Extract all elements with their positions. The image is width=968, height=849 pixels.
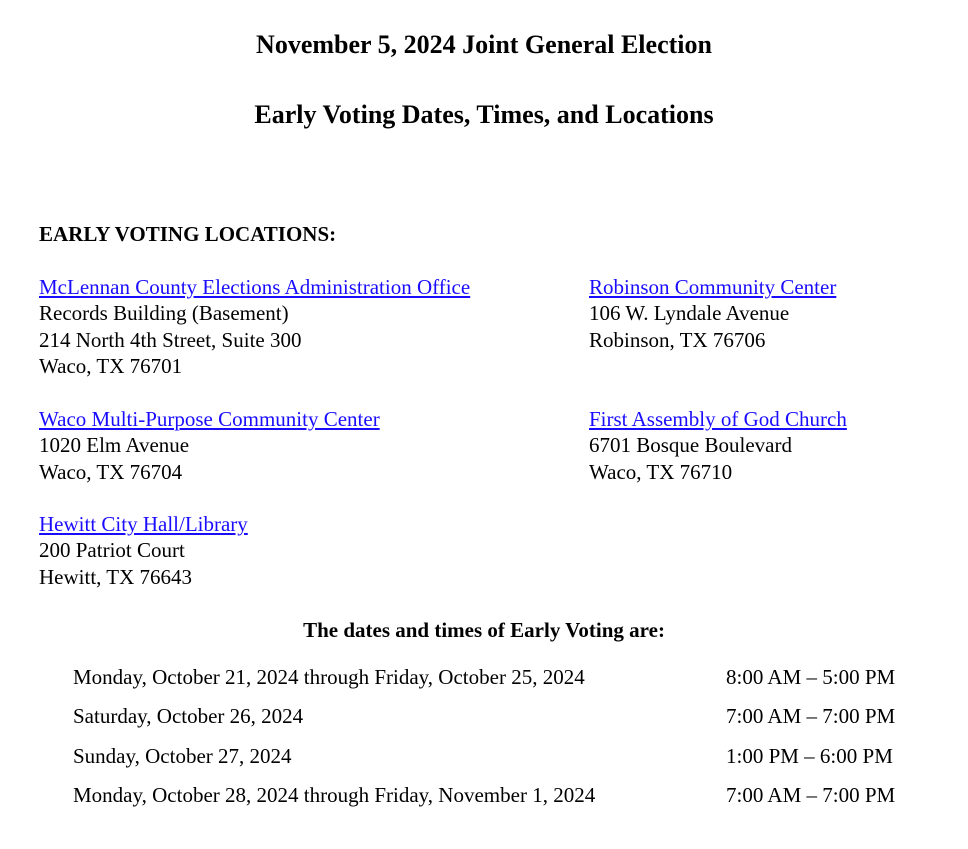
location-block-waco-mpcc bbox=[39, 406, 380, 485]
location-address-line: Waco, TX 76704 bbox=[39, 459, 183, 484]
location-address-line: Robinson, TX 76706 bbox=[589, 327, 766, 352]
schedule-row bbox=[73, 665, 913, 691]
location-address-line: 106 W. Lyndale Avenue bbox=[589, 301, 790, 326]
schedule-times: 7:00 AM – 7:00 PM bbox=[726, 783, 896, 807]
location-block-first-assembly bbox=[589, 406, 847, 485]
page-title: November 5, 2024 Joint General Election bbox=[256, 30, 712, 59]
locations-heading: EARLY VOTING LOCATIONS: bbox=[39, 222, 337, 246]
location-address-line: Hewitt, TX 76643 bbox=[39, 564, 193, 589]
location-address-line: 214 North 4th Street, Suite 300 bbox=[39, 327, 302, 352]
page-subtitle: Early Voting Dates, Times, and Locations bbox=[254, 100, 714, 129]
location-address-line: 1020 Elm Avenue bbox=[39, 433, 190, 458]
location-link-robinson[interactable]: Robinson Community Center bbox=[589, 275, 837, 299]
schedule-dates: Monday, October 21, 2024 through Friday, October 25, 2024 bbox=[73, 665, 585, 689]
schedule-times: 1:00 PM – 6:00 PM bbox=[726, 744, 893, 768]
location-block-robinson bbox=[589, 274, 836, 353]
location-link-first-assembly[interactable]: First Assembly of God Church bbox=[589, 407, 847, 431]
schedule-dates: Sunday, October 27, 2024 bbox=[73, 744, 292, 768]
location-address-line: Records Building (Basement) bbox=[39, 301, 289, 326]
schedule-heading: The dates and times of Early Voting are: bbox=[303, 618, 665, 642]
location-link-hewitt[interactable]: Hewitt City Hall/Library bbox=[39, 512, 248, 536]
schedule-times: 7:00 AM – 7:00 PM bbox=[726, 704, 896, 728]
location-link-mclennan[interactable]: McLennan County Elections Administration Office bbox=[39, 275, 471, 299]
schedule-dates: Saturday, October 26, 2024 bbox=[73, 704, 304, 728]
location-address-line: Waco, TX 76701 bbox=[39, 353, 183, 378]
location-address-line: Waco, TX 76710 bbox=[589, 459, 733, 484]
location-block-hewitt bbox=[39, 511, 248, 590]
schedule-row bbox=[73, 704, 913, 730]
schedule-row bbox=[73, 783, 913, 809]
location-block-mclennan bbox=[39, 274, 470, 379]
location-address-line: 200 Patriot Court bbox=[39, 538, 185, 563]
location-address-line: 6701 Bosque Boulevard bbox=[589, 433, 792, 458]
schedule-dates: Monday, October 28, 2024 through Friday, November 1, 2024 bbox=[73, 783, 596, 807]
schedule-times: 8:00 AM – 5:00 PM bbox=[726, 665, 896, 689]
location-link-waco-mpcc[interactable]: Waco Multi-Purpose Community Center bbox=[39, 407, 380, 431]
schedule-row bbox=[73, 744, 913, 770]
